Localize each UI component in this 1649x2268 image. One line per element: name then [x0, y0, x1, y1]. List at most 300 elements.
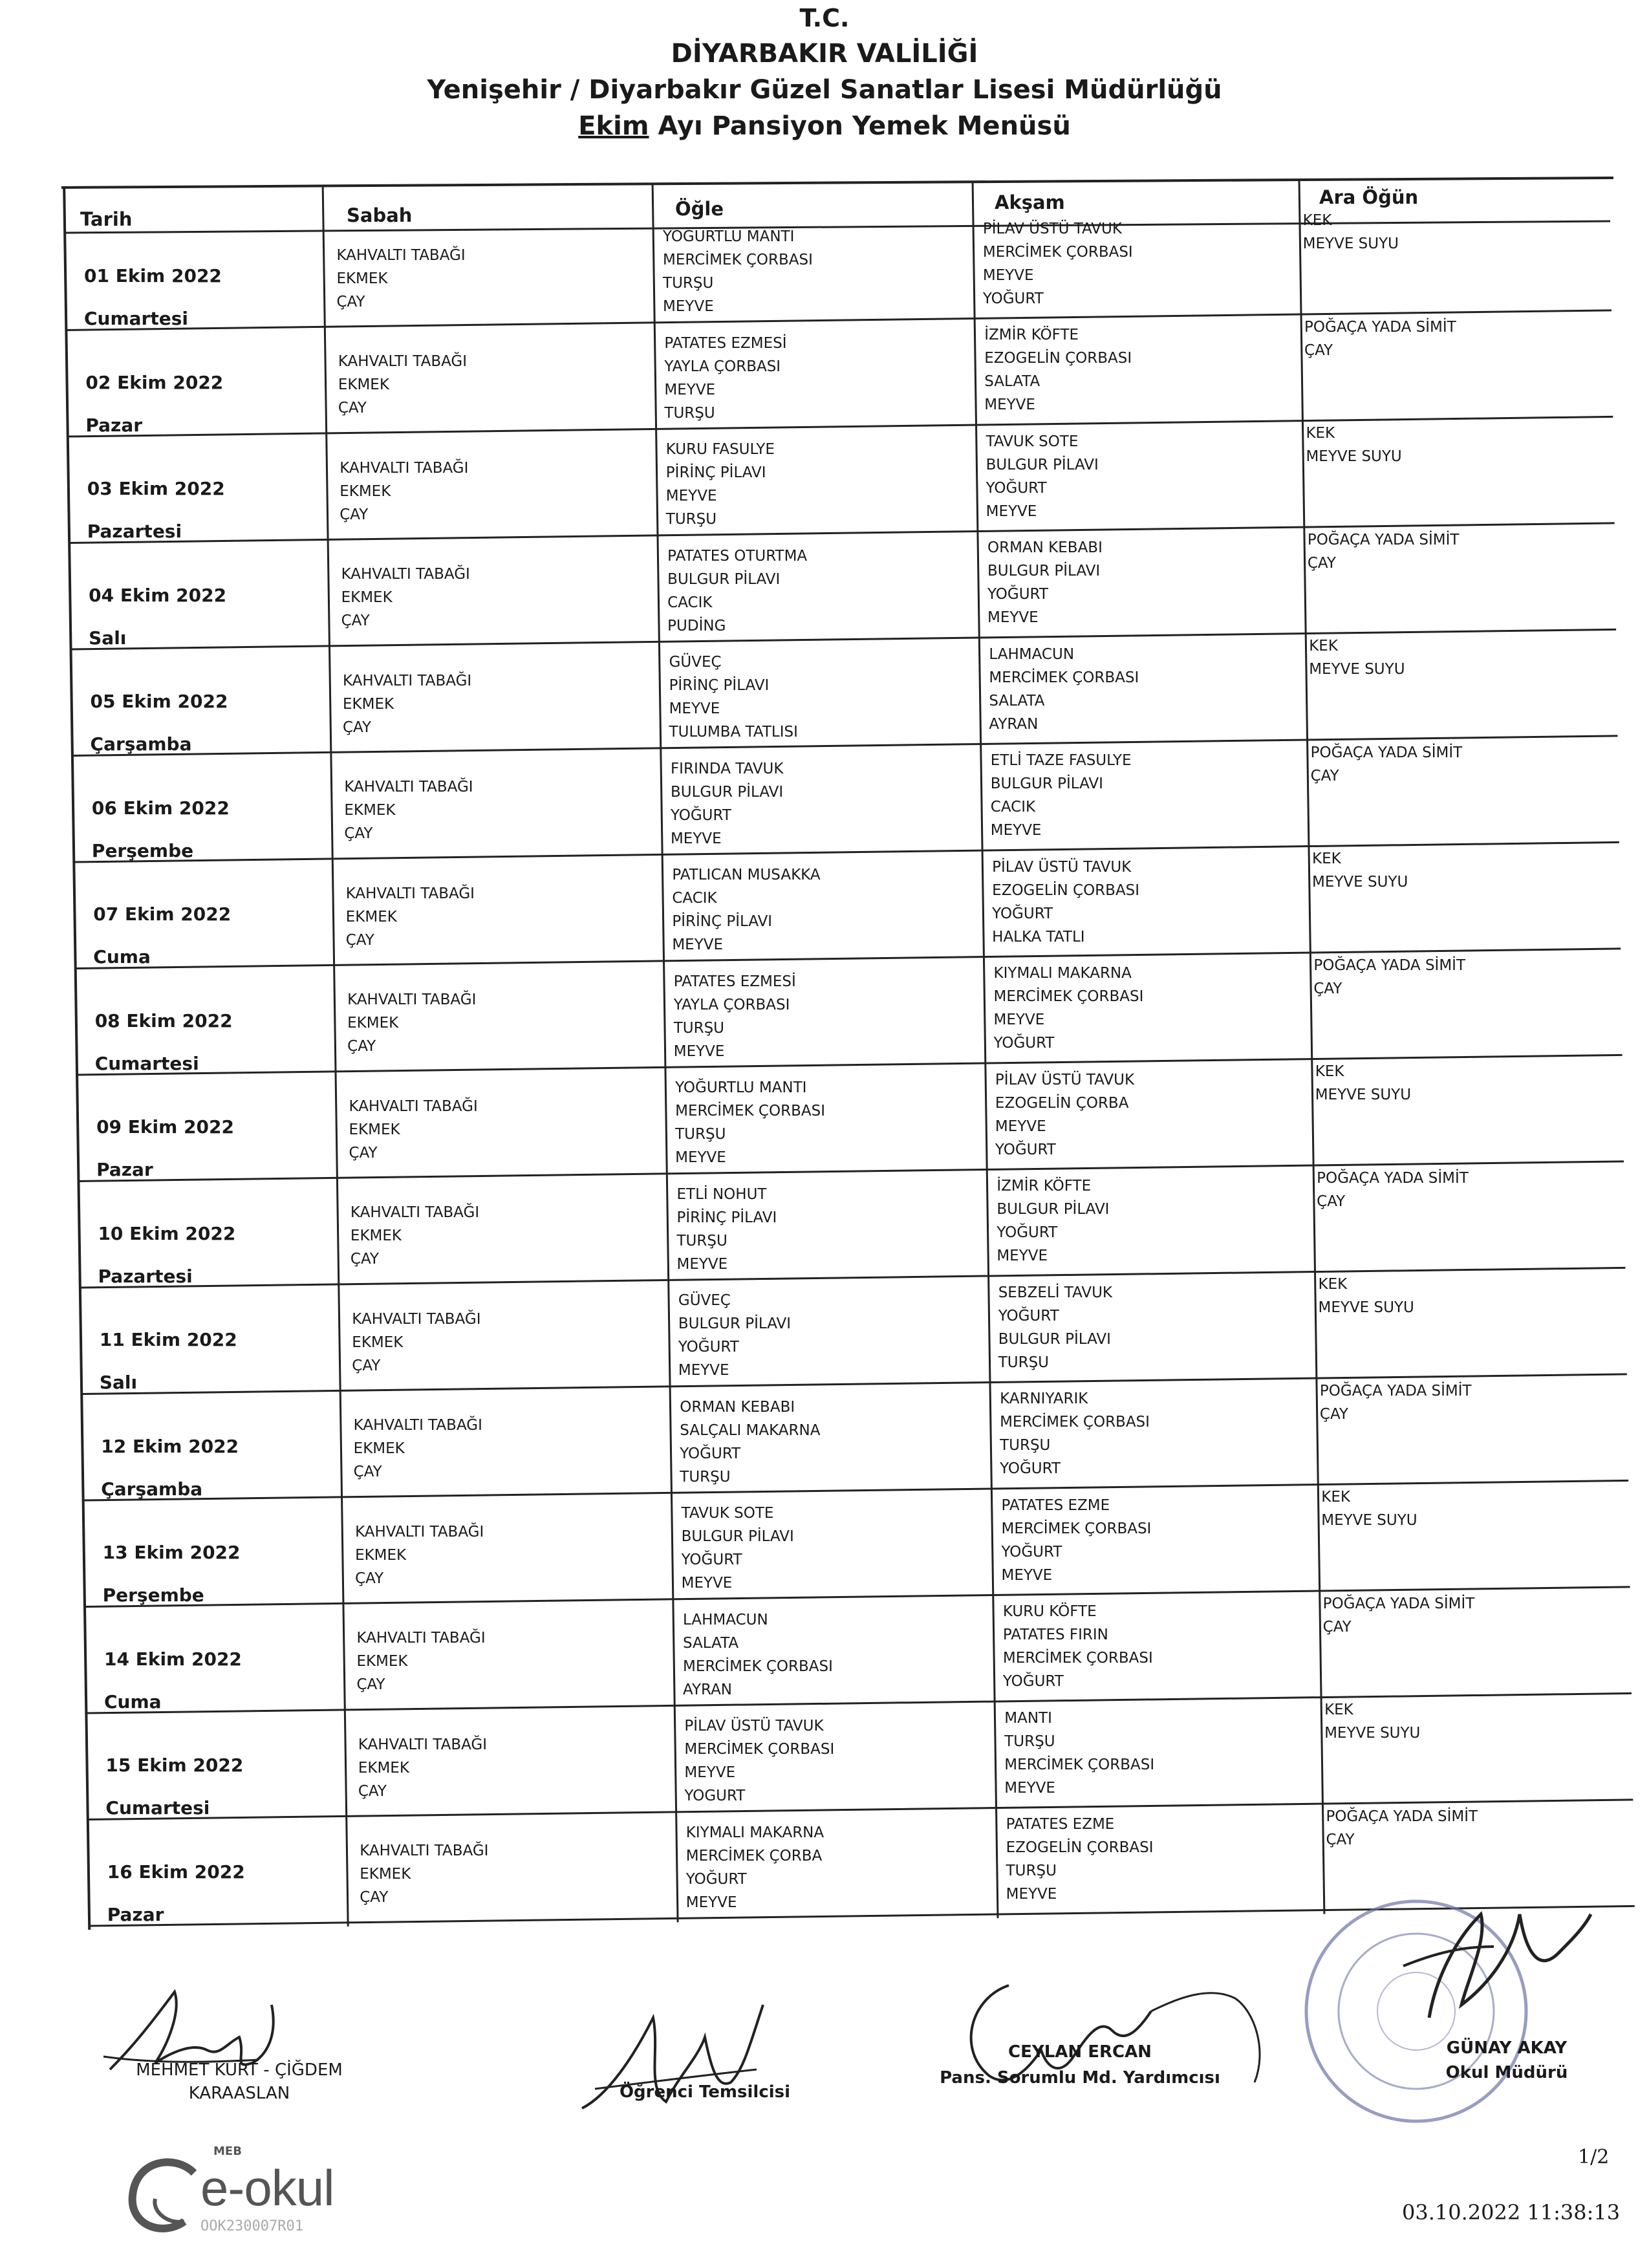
- menu-item: MERCİMEK ÇORBASI: [1000, 1414, 1150, 1431]
- signature-1-line2: KARAASLAN: [188, 2084, 290, 2103]
- menu-item: PATATES OTURTMA: [667, 547, 808, 565]
- menu-item: MEYVE: [673, 1042, 725, 1060]
- menu-item: EKMEK: [353, 1440, 405, 1458]
- menu-item: TURŞU: [998, 1354, 1050, 1371]
- menu-item: MEYVE: [986, 502, 1037, 520]
- menu-item: EKMEK: [336, 270, 388, 287]
- dinner-cell: [998, 1281, 1112, 1374]
- menu-item: POĞAÇA YADA SİMİT: [1313, 956, 1465, 974]
- menu-item: CACIK: [990, 799, 1036, 816]
- menu-item: YOĞURT: [997, 1224, 1058, 1242]
- menu-item: ÇAY: [1326, 1831, 1355, 1848]
- lunch-cell: [680, 1396, 820, 1489]
- menu-item: MEYVE: [678, 1362, 729, 1379]
- weekday-text: Salı: [99, 1372, 138, 1393]
- weekday-text: Pazar: [96, 1159, 153, 1180]
- menu-item: KURU KÖFTE: [1002, 1603, 1097, 1621]
- menu-item: ÇAY: [336, 293, 365, 310]
- snack-cell: [1321, 1485, 1417, 1532]
- menu-item: EZOGELİN ÇORBASI: [1006, 1839, 1154, 1857]
- snack-cell: [1323, 1592, 1475, 1639]
- signature-3-title: Pans. Sorumlu Md. Yardımcısı: [940, 2068, 1220, 2088]
- lunch-cell: [674, 970, 796, 1063]
- menu-item: GÜVEÇ: [669, 654, 722, 671]
- date-cell: [107, 1861, 245, 1926]
- dinner-cell: [1004, 1707, 1154, 1800]
- menu-item: ÇAY: [358, 1782, 387, 1800]
- dinner-cell: [991, 749, 1132, 842]
- date-cell: [84, 265, 222, 330]
- menu-item: MEYVE SUYU: [1324, 1725, 1421, 1742]
- menu-item: LAHMACUN: [683, 1611, 768, 1628]
- lunch-cell: [669, 651, 798, 744]
- menu-item: YOĞURT: [998, 1307, 1059, 1324]
- signature-block-1: [103, 2060, 375, 2103]
- menu-item: KAHVALTI TABAĞI: [355, 1523, 484, 1540]
- date-cell: [104, 1648, 242, 1713]
- menu-item: EKMEK: [341, 589, 393, 607]
- menu-item: YOĞURT: [1002, 1673, 1064, 1690]
- snack-cell: [1326, 1805, 1478, 1852]
- menu-item: EKMEK: [358, 1759, 409, 1777]
- menu-item: EKMEK: [352, 1334, 404, 1351]
- date-text: 07 Ekim 2022: [93, 903, 232, 925]
- menu-item: KIYMALI MAKARNA: [685, 1824, 824, 1841]
- e-okul-meb-label: MEB: [213, 2144, 242, 2158]
- menu-item: KEK: [1309, 638, 1338, 655]
- weekday-text: Cumartesi: [94, 1052, 199, 1074]
- menu-item: MEYVE: [681, 1575, 733, 1592]
- date-cell: [95, 1010, 233, 1075]
- dinner-cell: [992, 856, 1139, 949]
- weekday-text: Pazar: [85, 414, 143, 436]
- header-school: Yenişehir / Diyarbakır Güzel Sanatlar Lisesi Müdürlüğü: [427, 75, 1222, 105]
- weekday-text: Perşembe: [91, 839, 194, 861]
- menu-item: TURŞU: [675, 1126, 726, 1143]
- menu-item: EKMEK: [356, 1653, 408, 1670]
- col-header-lunch: Öğle: [675, 198, 724, 220]
- signature-block-3: [931, 2042, 1229, 2088]
- menu-item: MEYVE: [669, 700, 720, 718]
- weekday-text: Cuma: [104, 1690, 162, 1712]
- dinner-cell: [1001, 1494, 1151, 1587]
- menu-item: MEYVE: [984, 396, 1035, 414]
- breakfast-cell: [355, 1520, 484, 1590]
- lunch-cell: [683, 1608, 833, 1701]
- menu-item: POĞAÇA YADA SİMİT: [1319, 1382, 1472, 1399]
- snack-cell: [1306, 422, 1401, 468]
- header-governorship: DİYARBAKIR VALİLİĞİ: [671, 39, 978, 69]
- menu-item: MEYVE SUYU: [1315, 1086, 1412, 1104]
- menu-item: KAHVALTI TABAĞI: [339, 459, 469, 477]
- menu-item: ÇAY: [338, 400, 367, 417]
- signature-3-name: CEYLAN ERCAN: [1008, 2042, 1152, 2062]
- menu-item: KURU FASULYE: [665, 441, 775, 459]
- menu-item: PATATES EZME: [1006, 1816, 1115, 1833]
- menu-item: PİRİNÇ PİLAVI: [665, 464, 766, 482]
- signature-block-4: [1403, 2038, 1610, 2082]
- menu-item: MEYVE: [684, 1764, 736, 1782]
- menu-item: YOĞURT: [1001, 1543, 1062, 1561]
- menu-item: TURŞU: [1004, 1733, 1055, 1750]
- date-cell: [92, 797, 230, 862]
- snack-cell: [1304, 316, 1456, 362]
- menu-item: BULGUR PİLAVI: [681, 1528, 794, 1546]
- breakfast-cell: [344, 775, 473, 845]
- menu-item: AYRAN: [989, 715, 1039, 733]
- menu-item: KAHVALTI TABAĞI: [353, 1417, 482, 1434]
- header-tc: T.C.: [799, 4, 850, 32]
- menu-item: POĞAÇA YADA SİMİT: [1322, 1595, 1475, 1612]
- date-text: 12 Ekim 2022: [101, 1435, 239, 1457]
- menu-item: ÇAY: [352, 1357, 381, 1374]
- menu-item: ÇAY: [1310, 767, 1339, 784]
- weekday-text: Pazar: [107, 1903, 164, 1925]
- signature-scribble-4: [1390, 1875, 1604, 2044]
- menu-item: PİLAV ÜSTÜ TAVUK: [995, 1071, 1135, 1088]
- menu-item: SEBZELİ TAVUK: [998, 1284, 1112, 1301]
- menu-item: İZMİR KÖFTE: [984, 327, 1079, 344]
- menu-item: CACIK: [667, 594, 713, 611]
- menu-item: LAHMACUN: [989, 645, 1075, 663]
- weekday-text: Pazartesi: [98, 1265, 193, 1287]
- menu-item: KEK: [1315, 1063, 1344, 1081]
- lunch-cell: [675, 1076, 825, 1169]
- menu-item: PİRİNÇ PİLAVI: [672, 913, 773, 931]
- e-okul-logo: [123, 2141, 336, 2244]
- menu-item: BULGUR PİLAVI: [667, 570, 781, 588]
- lunch-cell: [684, 1714, 834, 1808]
- menu-item: YOĞURT: [995, 1141, 1056, 1158]
- menu-item: BULGUR PİLAVI: [670, 783, 784, 801]
- menu-item: KAHVALTI TABAĞI: [360, 1842, 489, 1860]
- menu-item: SALATA: [984, 373, 1040, 391]
- menu-item: EKMEK: [345, 908, 397, 925]
- dinner-cell: [1003, 1600, 1153, 1693]
- dinner-cell: [1000, 1387, 1150, 1480]
- date-cell: [101, 1436, 239, 1500]
- lunch-cell: [663, 225, 813, 318]
- menu-item: TURŞU: [663, 275, 714, 292]
- menu-item: ÇAY: [1322, 1618, 1352, 1636]
- menu-item: PUDİNG: [667, 617, 726, 634]
- menu-item: KAHVALTI TABAĞI: [358, 1736, 488, 1753]
- menu-item: MEYVE SUYU: [1302, 235, 1399, 253]
- menu-item: YOĞURT: [680, 1445, 741, 1462]
- breakfast-cell: [338, 350, 467, 420]
- menu-item: POĞAÇA YADA SİMİT: [1317, 1169, 1469, 1187]
- menu-item: PİLAV ÜSTÜ TAVUK: [684, 1718, 824, 1735]
- menu-item: EKMEK: [347, 1015, 399, 1032]
- menu-item: GÜVEÇ: [678, 1292, 731, 1310]
- menu-item: KEK: [1302, 212, 1332, 230]
- menu-item: KAHVALTI TABAĞI: [338, 353, 468, 371]
- breakfast-cell: [352, 1308, 480, 1377]
- menu-item: KAHVALTI TABAĞI: [345, 885, 475, 902]
- menu-item: İZMİR KÖFTE: [997, 1178, 1092, 1195]
- signature-scribble-2: [569, 1979, 782, 2134]
- menu-item: EKMEK: [344, 802, 396, 819]
- date-text: 13 Ekim 2022: [102, 1542, 241, 1563]
- menu-item: YAYLA ÇORBASI: [664, 358, 781, 375]
- signature-1-line1: MEHMET KURT - ÇİĞDEM: [136, 2060, 343, 2080]
- menu-item: YOĞURT: [670, 806, 731, 824]
- menu-item: MEYVE SUYU: [1318, 1299, 1414, 1317]
- menu-item: KEK: [1321, 1489, 1350, 1506]
- dinner-cell: [984, 323, 1132, 416]
- menu-item: YOĞURT: [986, 479, 1047, 497]
- menu-item: MANTI: [1004, 1709, 1052, 1727]
- menu-item: MEYVE: [1006, 1886, 1057, 1903]
- menu-item: PİLAV ÜSTÜ TAVUK: [982, 220, 1122, 237]
- menu-item: ORMAN KEBABI: [987, 539, 1103, 557]
- menu-item: SALÇALI MAKARNA: [680, 1421, 821, 1439]
- menu-item: ÇAY: [1304, 341, 1333, 359]
- breakfast-cell: [356, 1626, 485, 1696]
- dinner-cell: [989, 643, 1139, 736]
- breakfast-cell: [350, 1201, 479, 1271]
- lunch-cell: [676, 1183, 777, 1276]
- snack-cell: [1308, 528, 1460, 575]
- menu-item: KARNIYARIK: [1000, 1390, 1088, 1408]
- breakfast-cell: [339, 457, 468, 526]
- menu-item: KEK: [1324, 1701, 1353, 1719]
- menu-item: YOĞURT: [992, 905, 1053, 922]
- menu-item: KAHVALTI TABAĞI: [356, 1630, 486, 1647]
- weekday-text: Cumartesi: [105, 1797, 210, 1819]
- menu-item: MEYVE: [993, 1011, 1045, 1029]
- menu-item: PATATES EZME: [1001, 1496, 1110, 1514]
- date-cell: [87, 478, 225, 543]
- lunch-cell: [666, 438, 775, 531]
- date-text: 15 Ekim 2022: [105, 1755, 244, 1776]
- menu-item: PATATES FIRIN: [1002, 1626, 1108, 1644]
- snack-cell: [1324, 1698, 1420, 1745]
- menu-item: ÇAY: [1313, 980, 1342, 997]
- breakfast-cell: [358, 1733, 487, 1803]
- breakfast-cell: [349, 1095, 478, 1165]
- menu-item: BULGUR PİLAVI: [986, 456, 1099, 473]
- menu-item: KAHVALTI TABAĞI: [344, 779, 473, 796]
- menu-item: YOĞURT: [987, 586, 1048, 603]
- menu-item: YOĞURT: [982, 290, 1044, 307]
- menu-item: KAHVALTI TABAĞI: [341, 566, 470, 583]
- dinner-cell: [997, 1174, 1109, 1268]
- signature-4-title: Okul Müdürü: [1445, 2063, 1568, 2082]
- menu-item: TURŞU: [680, 1468, 731, 1485]
- menu-item: YOĞURT: [1000, 1460, 1061, 1478]
- lunch-cell: [678, 1289, 791, 1382]
- menu-item: MEYVE: [663, 298, 714, 316]
- menu-item: MEYVE: [997, 1247, 1048, 1265]
- menu-item: FIRINDA TAVUK: [670, 760, 784, 777]
- date-text: 02 Ekim 2022: [85, 371, 224, 393]
- menu-item: PİRİNÇ PİLAVI: [669, 677, 770, 695]
- menu-item: BULGUR PİLAVI: [678, 1315, 792, 1333]
- menu-item: BULGUR PİLAVI: [987, 563, 1101, 580]
- menu-item: BULGUR PİLAVI: [990, 775, 1103, 793]
- menu-item: MEYVE: [982, 266, 1034, 284]
- menu-item: KAHVALTI TABAĞI: [336, 246, 466, 264]
- menu-item: MERCİMEK ÇORBASI: [663, 252, 813, 269]
- menu-item: TULUMBA TATLISI: [669, 724, 798, 741]
- menu-item: MEYVE SUYU: [1306, 448, 1402, 466]
- weekday-text: Perşembe: [102, 1584, 204, 1606]
- menu-item: ÇAY: [353, 1463, 382, 1481]
- dinner-cell: [983, 217, 1133, 310]
- menu-item: YOĞURT: [993, 1035, 1055, 1052]
- weekday-text: Cuma: [93, 946, 151, 967]
- signature-4-name: GÜNAY AKAY: [1446, 2038, 1568, 2058]
- menu-item: POĞAÇA YADA SİMİT: [1326, 1808, 1478, 1825]
- signature-block-2: [601, 2082, 808, 2102]
- menu-item: ÇAY: [342, 718, 372, 736]
- date-cell: [93, 903, 231, 968]
- weekday-text: Çarşamba: [90, 733, 192, 755]
- menu-item: MERCİMEK ÇORBASI: [1004, 1756, 1155, 1773]
- date-text: 14 Ekim 2022: [104, 1648, 242, 1670]
- breakfast-cell: [347, 988, 476, 1058]
- lunch-cell: [667, 545, 807, 638]
- menu-item: YOĞURT: [678, 1339, 739, 1356]
- print-timestamp: 03.10.2022 11:38:13: [1402, 2200, 1621, 2225]
- menu-item: ÇAY: [344, 825, 373, 843]
- menu-item: ORMAN KEBABI: [680, 1398, 795, 1416]
- menu-item: ÇAY: [350, 1251, 379, 1268]
- menu-item: EKMEK: [360, 1866, 411, 1883]
- lunch-cell: [664, 332, 786, 425]
- menu-item: MEYVE: [672, 936, 724, 954]
- column-rule: [323, 186, 348, 1927]
- menu-item: MEYVE: [987, 609, 1039, 627]
- snack-cell: [1303, 209, 1399, 255]
- menu-item: TURŞU: [676, 1232, 727, 1249]
- lunch-cell: [686, 1821, 824, 1914]
- date-cell: [103, 1542, 241, 1606]
- col-header-dinner: Akşam: [995, 191, 1065, 213]
- date-text: 03 Ekim 2022: [87, 478, 225, 499]
- menu-item: YAYLA ÇORBASI: [673, 996, 790, 1013]
- menu-item: EZOGELİN ÇORBASI: [984, 350, 1132, 367]
- date-text: 01 Ekim 2022: [84, 265, 222, 286]
- date-text: 11 Ekim 2022: [99, 1329, 237, 1350]
- date-text: 16 Ekim 2022: [107, 1861, 245, 1883]
- snack-cell: [1320, 1379, 1472, 1426]
- date-text: 05 Ekim 2022: [90, 691, 228, 712]
- menu-item: MERCİMEK ÇORBASI: [683, 1658, 833, 1675]
- menu-item: ÇAY: [339, 506, 369, 523]
- weekday-text: Salı: [89, 627, 127, 649]
- menu-item: KAHVALTI TABAĞI: [350, 1204, 480, 1222]
- menu-item: PATATES EZMESİ: [664, 334, 787, 352]
- weekday-text: Çarşamba: [101, 1478, 203, 1500]
- weekday-text: Pazartesi: [87, 521, 182, 542]
- date-text: 06 Ekim 2022: [91, 797, 230, 819]
- menu-item: YOĞURT: [685, 1870, 747, 1888]
- menu-item: ÇAY: [360, 1889, 389, 1906]
- menu-item: EKMEK: [349, 1121, 400, 1138]
- breakfast-cell: [360, 1839, 488, 1909]
- menu-item: MEYVE: [665, 488, 717, 505]
- breakfast-cell: [343, 669, 471, 739]
- menu-item: ÇAY: [1319, 1405, 1348, 1423]
- menu-item: MEYVE: [676, 1255, 728, 1273]
- menu-title-rest: Ayı Pansiyon Yemek Menüsü: [649, 111, 1071, 141]
- col-header-breakfast: Sabah: [347, 204, 413, 226]
- menu-item: TURŞU: [1006, 1863, 1057, 1880]
- lunch-cell: [682, 1502, 794, 1595]
- menu-item: KEK: [1318, 1276, 1348, 1293]
- menu-month: Ekim: [578, 111, 649, 141]
- menu-item: EKMEK: [342, 695, 394, 713]
- snack-cell: [1313, 954, 1465, 1000]
- menu-item: TURŞU: [664, 404, 715, 422]
- menu-item: TAVUK SOTE: [681, 1505, 774, 1522]
- menu-item: MERCİMEK ÇORBASI: [989, 669, 1139, 686]
- menu-item: MERCİMEK ÇORBASI: [1001, 1520, 1152, 1537]
- snack-cell: [1317, 1167, 1469, 1213]
- menu-item: PİLAV ÜSTÜ TAVUK: [992, 858, 1132, 876]
- e-okul-logo-text: e-okul: [200, 2159, 334, 2216]
- menu-item: ÇAY: [341, 612, 370, 630]
- menu-item: MEYVE: [1004, 1779, 1055, 1797]
- menu-item: ETLİ TAZE FASULYE: [990, 752, 1132, 770]
- date-text: 09 Ekim 2022: [96, 1116, 234, 1138]
- menu-item: MEYVE SUYU: [1311, 874, 1408, 891]
- menu-item: MEYVE: [664, 381, 716, 398]
- page-number: 1/2: [1578, 2146, 1610, 2168]
- menu-item: ETLİ NOHUT: [676, 1185, 767, 1203]
- menu-item: TURŞU: [665, 511, 717, 528]
- menu-item: CACIK: [672, 890, 717, 907]
- menu-item: BULGUR PİLAVI: [998, 1330, 1111, 1348]
- breakfast-cell: [346, 882, 475, 952]
- menu-item: KEK: [1306, 425, 1335, 442]
- menu-item: MEYVE: [995, 1118, 1046, 1135]
- menu-item: POĞAÇA YADA SİMİT: [1310, 744, 1463, 761]
- menu-item: TURŞU: [1000, 1437, 1051, 1454]
- dinner-cell: [994, 962, 1144, 1055]
- document-code: OOK230007R01: [200, 2218, 303, 2234]
- menu-item: ÇAY: [1317, 1193, 1346, 1210]
- dinner-cell: [987, 536, 1103, 629]
- menu-item: KEK: [1311, 850, 1341, 868]
- column-rule: [64, 188, 89, 1930]
- menu-item: EZOGELİN ÇORBA: [995, 1094, 1129, 1112]
- menu-item: MERCİMEK ÇORBA: [685, 1847, 823, 1864]
- dinner-cell: [986, 430, 1099, 523]
- menu-item: EKMEK: [355, 1546, 407, 1564]
- menu-item: SALATA: [683, 1634, 739, 1652]
- date-cell: [89, 585, 226, 649]
- menu-item: TURŞU: [673, 1019, 725, 1037]
- snack-cell: [1315, 1060, 1411, 1107]
- menu-item: MERCİMEK ÇORBASI: [1002, 1650, 1153, 1667]
- menu-item: MERCİMEK ÇORBASI: [675, 1103, 825, 1120]
- menu-item: MEYVE: [990, 822, 1042, 839]
- menu-item: MEYVE SUYU: [1321, 1512, 1417, 1529]
- menu-item: MERCİMEK ÇORBASI: [684, 1741, 835, 1758]
- col-header-date: Tarih: [80, 208, 133, 230]
- menu-item: KAHVALTI TABAĞI: [342, 672, 472, 689]
- weekday-text: Cumartesi: [84, 308, 188, 329]
- menu-item: ÇAY: [349, 1144, 378, 1161]
- menu-item: EKMEK: [338, 376, 389, 394]
- date-cell: [105, 1755, 243, 1819]
- menu-item: AYRAN: [683, 1681, 733, 1698]
- menu-item: KAHVALTI TABAĞI: [349, 1097, 478, 1115]
- menu-item: HALKA TATLI: [992, 928, 1085, 945]
